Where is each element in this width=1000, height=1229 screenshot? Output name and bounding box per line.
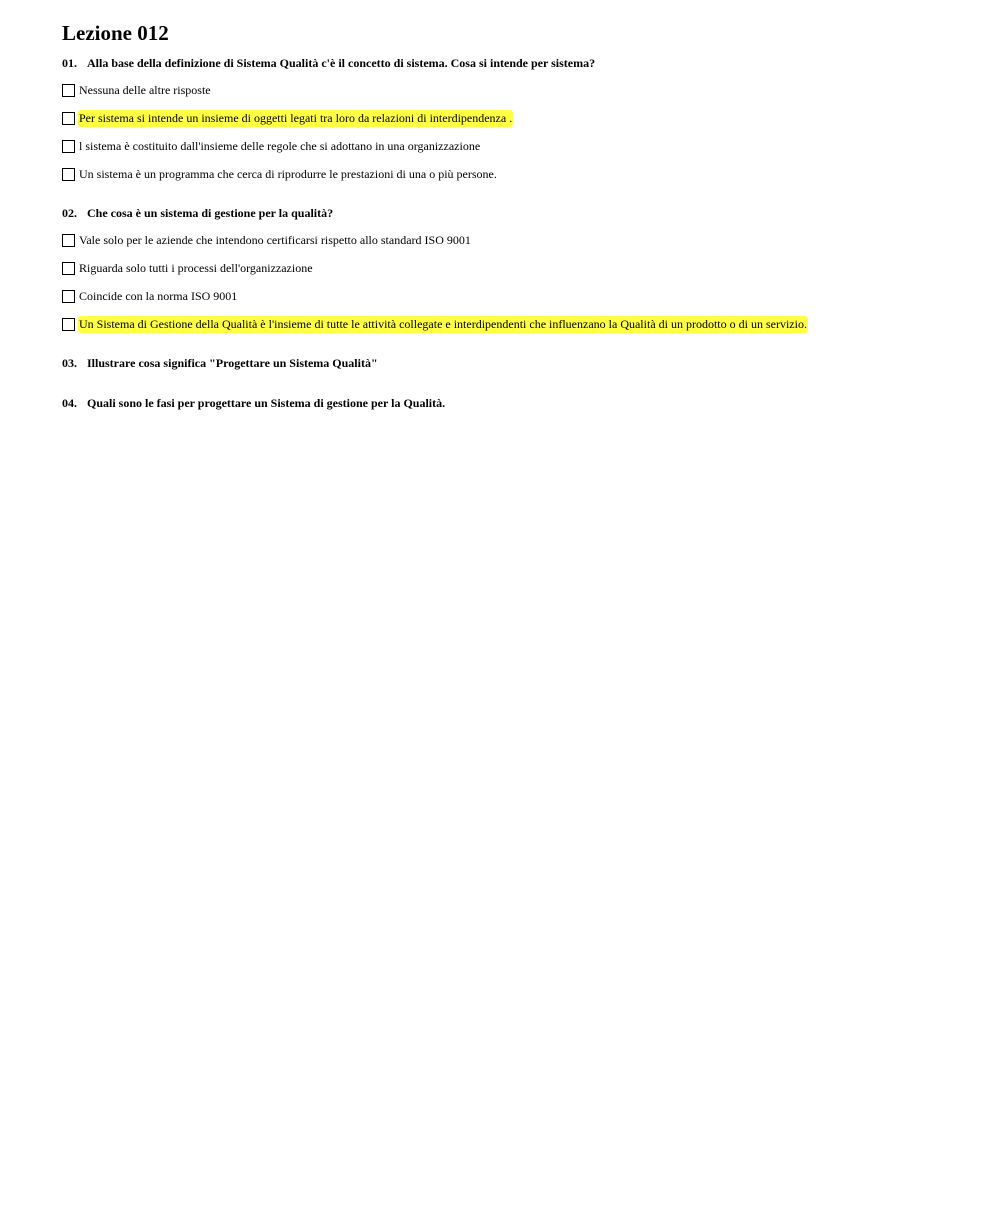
checkbox[interactable] bbox=[62, 112, 75, 125]
document-page bbox=[62, 20, 962, 436]
question-block-02 bbox=[62, 206, 962, 338]
question-01 bbox=[62, 56, 962, 71]
question-number: 02. bbox=[62, 206, 77, 220]
question-block-01 bbox=[62, 56, 962, 188]
lesson-title: Lezione 012 bbox=[62, 21, 169, 45]
question-number: 01. bbox=[62, 56, 77, 70]
answer-option[interactable] bbox=[62, 282, 962, 310]
checkbox[interactable] bbox=[62, 234, 75, 247]
answer-option[interactable] bbox=[62, 76, 962, 104]
answer-option[interactable] bbox=[62, 254, 962, 282]
checkbox[interactable] bbox=[62, 168, 75, 181]
question-02 bbox=[62, 206, 962, 221]
question-text: Illustrare cosa significa "Progettare un Sistema Qualità" bbox=[87, 356, 378, 370]
question-text: Che cosa è un sistema di gestione per la qualità? bbox=[87, 206, 334, 220]
checkbox[interactable] bbox=[62, 84, 75, 97]
checkbox[interactable] bbox=[62, 262, 75, 275]
answer-option[interactable] bbox=[62, 160, 962, 188]
answer-text: Riguarda solo tutti i processi dell'organizzazione bbox=[79, 260, 313, 275]
answer-text: l sistema è costituito dall'insieme delle regole che si adottano in una organizzazione bbox=[79, 138, 481, 153]
answer-text-highlighted: Per sistema si intende un insieme di oggetti legati tra loro da relazioni di interdipendenza . bbox=[79, 110, 513, 125]
answer-list bbox=[62, 76, 962, 188]
question-text: Alla base della definizione di Sistema Qualità c'è il concetto di sistema. Cosa si intende per sistema? bbox=[87, 56, 596, 70]
answer-text: Coincide con la norma ISO 9001 bbox=[79, 288, 238, 303]
answer-option[interactable] bbox=[62, 132, 962, 160]
checkbox[interactable] bbox=[62, 140, 75, 153]
answer-option[interactable] bbox=[62, 226, 962, 254]
checkbox[interactable] bbox=[62, 290, 75, 303]
answer-text: Nessuna delle altre risposte bbox=[79, 82, 211, 97]
answer-text-highlighted: Un Sistema di Gestione della Qualità è l'insieme di tutte le attività collegate e interdipendenti che influenzano la Qualità di un prodotto o di un servizio. bbox=[79, 316, 807, 331]
checkbox[interactable] bbox=[62, 318, 75, 331]
question-04 bbox=[62, 396, 962, 411]
question-number: 04. bbox=[62, 396, 77, 410]
question-03 bbox=[62, 356, 962, 371]
answer-list bbox=[62, 226, 962, 338]
answer-text: Vale solo per le aziende che intendono certificarsi rispetto allo standard ISO 9001 bbox=[79, 232, 471, 247]
question-number: 03. bbox=[62, 356, 77, 370]
answer-option[interactable] bbox=[62, 104, 962, 132]
answer-text: Un sistema è un programma che cerca di riprodurre le prestazioni di una o più persone. bbox=[79, 166, 497, 181]
answer-option[interactable] bbox=[62, 310, 962, 338]
question-text: Quali sono le fasi per progettare un Sistema di gestione per la Qualità. bbox=[87, 396, 446, 410]
